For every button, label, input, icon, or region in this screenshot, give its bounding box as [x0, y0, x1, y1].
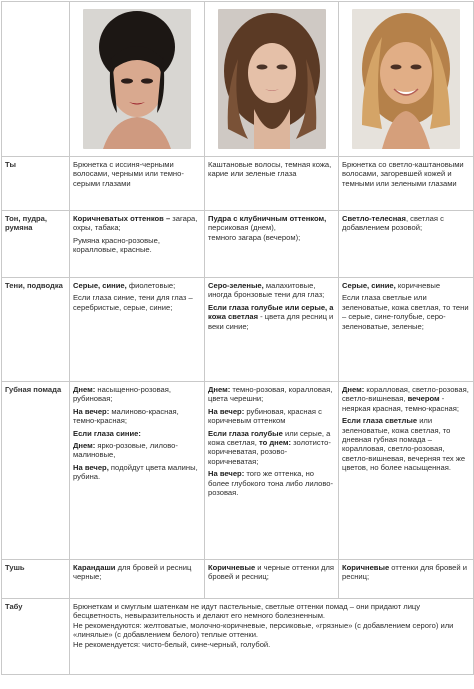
lips-light-bold-3: Если глаза светлые — [342, 416, 418, 426]
row-mascara — [2, 560, 474, 599]
cell-you-1 — [70, 157, 205, 211]
mascara-bold-1: Карандаши — [73, 563, 116, 572]
makeup-guide-table — [1, 1, 474, 675]
lips-night-bold-2: На вечер: — [208, 469, 245, 479]
lips-day-rest-3: коралловая, светло-розовая, светло-вишневая, — [342, 385, 469, 404]
taboo-line-3: Не рекомендуется: чисто-белый, сине-черный, голубой. — [73, 639, 271, 649]
mascara-bold-2: Коричневые — [208, 563, 256, 572]
lips-evening-bold-1: На вечер: — [73, 406, 110, 416]
cell-lips-2 — [205, 382, 339, 560]
cell-mascara-2 — [205, 560, 339, 599]
lips-evening-rest-2: рубиновая, красная с коричневым оттенком — [208, 406, 322, 426]
cell-shadows-1 — [70, 278, 205, 382]
cell-lips-3 — [339, 382, 474, 560]
shadows-bold-3: Серые, синие, — [342, 281, 396, 290]
row-lips — [2, 382, 474, 560]
lips-day-rest-2: темно-розовая, коралловая, цвета черешни; — [208, 385, 333, 404]
mascara-rest-1: для бровей и ресниц черные; — [73, 563, 192, 582]
shadows-rest-1: фиолетовые; — [126, 281, 176, 290]
portrait-photo-chestnut-hair — [218, 9, 326, 149]
lips-day-bold-1: Днем: — [73, 385, 96, 394]
shadows-extra-1: Если глаза синие, тени для глаз – серебристые, серые, синие; — [73, 293, 193, 312]
row-label-shadows: Тени, подводка — [2, 278, 70, 382]
lips-blue-evening-bold-1: На вечер, — [73, 462, 109, 472]
lips-evening-bold-3: вечером — [407, 394, 440, 404]
lips-evening-rest-1: малиново-красная, темно-красная; — [73, 406, 179, 426]
shadows-bold-1: Серые, синие, — [73, 281, 127, 290]
cell-shadows-3 — [339, 278, 474, 382]
row-label-tone: Тон, пудра, румяна — [2, 211, 70, 278]
tone-rest-1: загара, охры, табака; — [73, 214, 198, 233]
you-text-2: Каштановые волосы, темная кожа, карие или зеленые глаза — [208, 160, 332, 179]
shadows-blue-rest-2: - цвета для ресниц и веки синие; — [208, 312, 334, 331]
lips-light-rest-3: или зеленоватые, кожа светлая, то дневная губная помада – коралловая, светло-розовая, светло-вишневая, вечерняя тех же цветов, но более насыщенная. — [342, 416, 466, 473]
lips-blue-bold-2: Если глаза голубые — [208, 428, 283, 438]
row-label-taboo: Табу — [2, 599, 70, 675]
lips-blue-day-bold-1: Днем: — [73, 441, 96, 451]
you-text-1: Брюнетка с иссиня-черными волосами, черными или темно-серыми глазами — [73, 160, 184, 188]
makeup-guide-table-page — [0, 1, 474, 689]
cell-tone-2 — [205, 211, 339, 278]
photo-row — [2, 2, 474, 157]
cell-tone-3 — [339, 211, 474, 278]
cell-you-2 — [205, 157, 339, 211]
shadows-extra-3: Если глаза светлые или зеленоватые, кожа светлая, то тени – серые, сине-голубые, серо-зеленоватые, зеленые; — [342, 293, 469, 331]
tone-bold-2: Пудра с клубничным оттенком, — [208, 214, 327, 223]
mascara-bold-3: Коричневые — [342, 563, 390, 572]
empty-corner-cell — [2, 2, 70, 157]
lips-then-bold-2: то днем: — [259, 438, 292, 448]
portrait-photo-light-chestnut-hair — [352, 9, 460, 149]
row-tone — [2, 211, 474, 278]
tone-bold-3: Светло-телесная — [342, 214, 406, 223]
row-label-lips: Губная помада — [2, 382, 70, 560]
cell-mascara-3 — [339, 560, 474, 599]
lips-blue-day-rest-1: ярко-розовые, лилово-малиновые, — [73, 441, 178, 460]
portrait-photo-brunette-black-hair — [83, 9, 191, 149]
mascara-rest-2: и черные оттенки для бровей и ресниц; — [208, 563, 335, 582]
lips-evening-bold-2: На вечер: — [208, 406, 245, 416]
lips-blue-evening-rest-1: подойдут цвета малины, рубина. — [73, 462, 198, 482]
cell-shadows-2 — [205, 278, 339, 382]
tone-rest-3: , светлая с добавлением розовой; — [342, 214, 444, 233]
row-shadows — [2, 278, 474, 382]
row-label-you: Ты — [2, 157, 70, 211]
lips-then-rest-2: золотисто-коричневатая, розово-коричневатая; — [208, 438, 331, 466]
lips-blue-head-1: Если глаза синие: — [73, 428, 141, 438]
cell-mascara-1 — [70, 560, 205, 599]
shadows-rest-2: малахитовые, иногда бронзовые тени для глаз; — [208, 281, 325, 300]
lips-day-bold-3: Днем: — [342, 385, 365, 394]
tone-rest-2: персиковая (днем), — [208, 223, 276, 233]
photo-cell-3 — [339, 2, 474, 157]
shadows-rest-3: коричневые — [395, 281, 441, 290]
row-label-mascara: Тушь — [2, 560, 70, 599]
lips-blue-rest-2: или серые, а кожа светлая, — [208, 428, 331, 448]
row-you — [2, 157, 474, 211]
mascara-rest-3: оттенки для бровей и ресниц; — [342, 563, 467, 582]
row-taboo — [2, 599, 474, 675]
lips-day-bold-2: Днем: — [208, 385, 231, 394]
cell-lips-1 — [70, 382, 205, 560]
shadows-bold-2: Серо-зеленые, — [208, 281, 264, 290]
photo-cell-1 — [70, 2, 205, 157]
tone-bold-1: Коричневатых оттенков – — [73, 214, 171, 223]
cell-you-3 — [339, 157, 474, 211]
shadows-blue-bold-2: Если глаза голубые или серые, а кожа светлая — [208, 302, 334, 322]
tone-extra-2: темного загара (вечером); — [208, 232, 301, 242]
photo-cell-2 — [205, 2, 339, 157]
lips-day-rest-1: насыщенно-розовая, рубиновая; — [73, 385, 171, 404]
cell-tone-1 — [70, 211, 205, 278]
cell-taboo — [70, 599, 474, 675]
tone-extra-1: Румяна красно-розовые, коралловые, красные. — [73, 235, 160, 255]
lips-night-rest-2: того же оттенка, но более глубокого тона либо лилово-розовая. — [208, 469, 334, 498]
taboo-line-2: Не рекомендуются: желтоватые, молочно-коричневые, персиковые, «грязные» (с добавлением серого) или «линялые» (с добавлением белого) теплые оттенки. — [73, 620, 454, 640]
lips-evening-rest-3: - неяркая красная, темно-красная; — [342, 394, 459, 413]
you-text-3: Брюнетка со светло-каштановыми волосами, загоревшей кожей и темными или зелеными глазами — [342, 160, 464, 188]
taboo-line-1: Брюнеткам и смуглым шатенкам не идут пастельные, светлые оттенки помад – они придают лицу бесцветность, невыразительность и делают его немного болезненным. — [73, 602, 421, 621]
